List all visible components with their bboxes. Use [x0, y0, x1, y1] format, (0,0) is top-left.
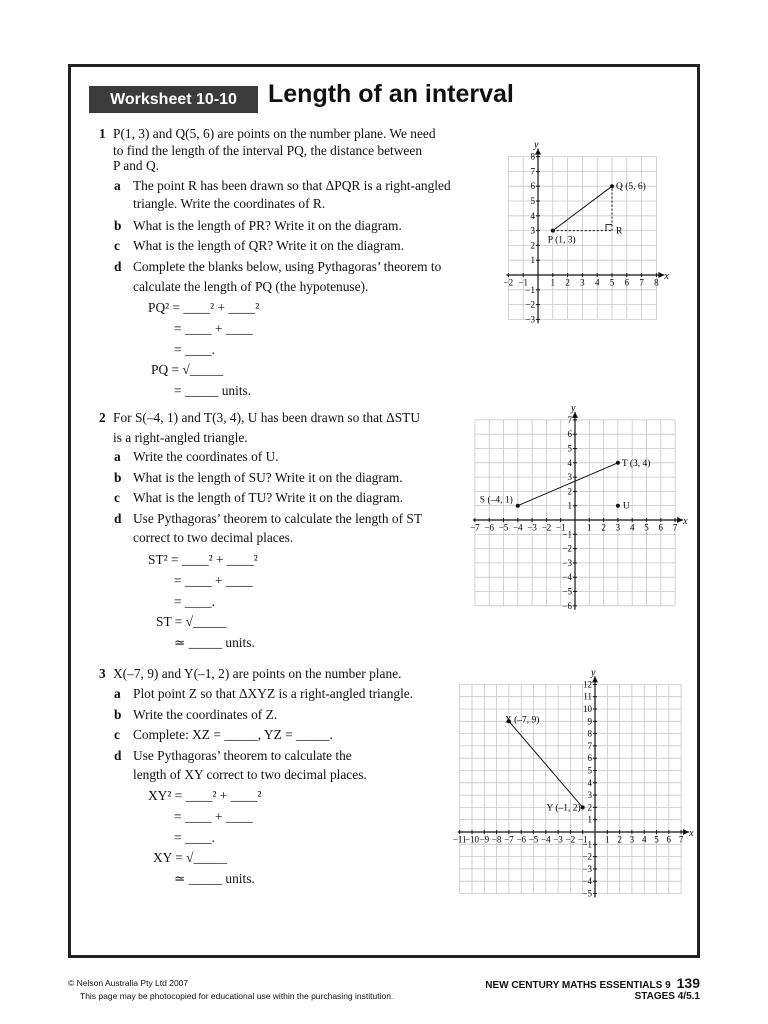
y-tick-label: 5	[587, 765, 592, 776]
y-tick-label: 4	[530, 210, 535, 221]
book-title: NEW CENTURY MATHS ESSENTIALS 9	[485, 980, 671, 991]
x-tick-label: 1	[605, 834, 610, 845]
working-line: = ____.	[174, 830, 216, 845]
part-letter: c	[114, 727, 120, 742]
part-text: What is the length of TU? Write it on the diagram.	[133, 490, 404, 505]
y-tick-label: −1	[562, 529, 572, 540]
x-tick-label: −3	[553, 834, 563, 845]
x-tick-label: 2	[601, 522, 606, 533]
y-tick-label: 9	[587, 716, 592, 727]
y-tick-label: −3	[582, 863, 592, 874]
x-tick-label: 8	[654, 277, 659, 288]
x-tick-label: −3	[527, 522, 537, 533]
page-number: 139	[676, 975, 700, 991]
x-tick-label: −2	[565, 834, 576, 845]
part-letter: d	[114, 748, 122, 763]
intro-line: to find the length of the interval PQ, the distance between	[113, 143, 423, 158]
y-axis-label: y	[534, 139, 539, 151]
x-tick-label: −8	[491, 834, 502, 845]
y-tick-label: −4	[582, 876, 592, 887]
y-tick-label: 8	[587, 728, 592, 739]
x-axis-label: x	[689, 828, 694, 839]
x-tick-label: 4	[641, 834, 647, 845]
y-tick-label: −6	[562, 600, 572, 611]
part-text: length of XY correct to two decimal places.	[133, 767, 367, 782]
point-marker	[516, 504, 520, 508]
y-tick-label: 5	[530, 196, 535, 206]
x-tick-label: 7	[678, 834, 684, 845]
point-label: R	[616, 226, 623, 237]
y-tick-label: −1	[582, 839, 592, 850]
part-text: Write the coordinates of U.	[133, 449, 279, 464]
number-plane-3	[450, 666, 694, 899]
working-line: = _____ units.	[174, 383, 252, 398]
y-tick-label: 6	[530, 181, 535, 192]
part-text: Use Pythagoras’ theorem to calculate the	[133, 748, 352, 763]
point-label: T (3, 4)	[621, 458, 651, 469]
x-tick-label: 6	[624, 277, 630, 288]
x-tick-label: −1	[577, 834, 588, 845]
x-tick-label: −1	[555, 522, 566, 533]
copyright: © Nelson Australia Pty Ltd 2007	[68, 978, 189, 988]
part-letter: d	[114, 511, 122, 526]
point-label: P (1, 3)	[547, 235, 576, 246]
part-text: Use Pythagoras’ theorem to calculate the length of ST	[133, 511, 423, 526]
working-line: XY² = ____² + ____²	[148, 788, 262, 803]
number-plane-2	[470, 402, 688, 611]
y-tick-label: −2	[582, 851, 592, 862]
y-tick-label: −3	[525, 314, 535, 325]
y-tick-label: 3	[530, 225, 535, 236]
interval-st	[518, 463, 618, 506]
right-angle-marker	[606, 225, 612, 231]
x-tick-label: 5	[644, 522, 649, 533]
x-tick-label: 6	[658, 522, 664, 533]
working-line: PQ² = ____² + ____²	[148, 300, 260, 315]
y-tick-label: 1	[530, 255, 535, 266]
y-tick-label: 1	[587, 814, 592, 825]
part-text: What is the length of SU? Write it on the diagram.	[133, 470, 403, 485]
part-letter: c	[114, 238, 120, 253]
x-tick-label: 3	[615, 522, 621, 533]
working-line: PQ = √_____	[151, 362, 224, 377]
y-tick-label: −2	[525, 299, 535, 310]
part-text: triangle. Write the coordinates of R.	[133, 196, 326, 211]
working-line: = ____.	[174, 342, 216, 357]
y-tick-label: 6	[567, 429, 572, 440]
point-marker	[616, 504, 620, 508]
intro-line: P(1, 3) and Q(5, 6) are points on the number plane. We need	[113, 126, 436, 141]
part-text: Complete the blanks below, using Pythagoras’ theorem to	[133, 259, 442, 274]
x-tick-label: −5	[528, 834, 539, 845]
y-tick-label: −1	[525, 284, 535, 295]
y-tick-label: 7	[567, 414, 572, 425]
x-tick-label: −1	[518, 277, 528, 288]
intro-line: is a right-angled triangle.	[113, 430, 248, 445]
y-tick-label: −4	[562, 572, 572, 583]
intro-line: For S(–4, 1) and T(3, 4), U has been drawn so that ΔSTU	[113, 410, 421, 425]
y-tick-label: 3	[587, 790, 592, 801]
x-tick-label: −6	[516, 834, 526, 845]
y-tick-label: 12	[583, 679, 592, 690]
intro-line: P and Q.	[113, 158, 159, 173]
part-text: Write the coordinates of Z.	[133, 707, 278, 722]
x-tick-label: 4	[594, 277, 600, 288]
permission-note: This page may be photocopied for educational use within the purchasing institution.	[80, 991, 394, 1001]
question-number: 1	[99, 126, 106, 141]
y-axis-label: y	[571, 402, 576, 414]
x-tick-label: 7	[672, 522, 678, 533]
part-letter: b	[114, 470, 122, 485]
part-text: The point R has been drawn so that ΔPQR is a right-angled	[133, 178, 451, 193]
x-tick-label: 2	[617, 834, 622, 845]
y-tick-label: 11	[583, 691, 592, 702]
y-tick-label: 10	[583, 704, 592, 714]
x-tick-label: −5	[498, 522, 509, 533]
x-tick-label: 5	[609, 277, 615, 288]
worksheet-tag: Worksheet 10-10	[89, 86, 258, 113]
y-tick-label: −2	[562, 543, 572, 554]
working-line: ST = √_____	[156, 614, 227, 629]
working-line: = ____.	[174, 594, 216, 609]
x-tick-label: −6	[484, 522, 494, 533]
x-axis-label: x	[683, 516, 688, 527]
x-tick-label: −2	[503, 277, 514, 288]
part-letter: a	[114, 686, 121, 701]
part-text: correct to two decimal places.	[133, 530, 294, 545]
part-letter: d	[114, 259, 122, 274]
part-text: Complete: XZ = _____, YZ = _____.	[133, 727, 333, 742]
point-label: Q (5, 6)	[616, 182, 646, 193]
y-tick-label: 3	[567, 472, 572, 483]
x-axis-label: x	[664, 271, 669, 282]
x-tick-label: −2	[541, 522, 552, 533]
y-tick-label: 2	[587, 802, 592, 813]
part-letter: c	[114, 490, 120, 505]
y-tick-label: 7	[530, 166, 535, 177]
part-letter: b	[114, 707, 122, 722]
part-text: What is the length of PR? Write it on the diagram.	[133, 218, 402, 233]
point-label: S (–4, 1)	[479, 495, 513, 506]
number-plane-1	[496, 130, 688, 325]
y-axis-label: y	[591, 667, 596, 679]
x-tick-label: 3	[629, 834, 635, 845]
x-tick-label: −4	[541, 834, 551, 845]
working-line: XY = √_____	[153, 850, 227, 865]
page-title: Length of an interval	[268, 80, 514, 108]
y-tick-label: 8	[530, 151, 535, 162]
y-tick-label: −5	[582, 888, 592, 899]
x-tick-label: 7	[639, 277, 644, 288]
part-text: What is the length of QR? Write it on the diagram.	[133, 238, 405, 253]
working-line: = ____ + ____	[174, 573, 253, 588]
y-tick-label: −5	[562, 586, 572, 597]
y-tick-label: 2	[530, 240, 535, 251]
point-marker	[581, 805, 585, 809]
working-line: ≃ _____ units.	[174, 871, 255, 886]
point-marker	[610, 184, 614, 188]
working-line: ≃ _____ units.	[174, 635, 255, 650]
x-tick-label: −11	[452, 834, 467, 845]
question-number: 2	[99, 410, 106, 425]
x-tick-label: 3	[580, 277, 585, 288]
y-tick-label: 4	[567, 457, 572, 468]
y-tick-label: 7	[587, 740, 592, 751]
y-tick-label: 5	[567, 443, 572, 454]
x-tick-label: 1	[550, 277, 556, 288]
intro-line: X(–7, 9) and Y(–1, 2) are points on the number plane.	[113, 666, 402, 681]
x-tick-label: 5	[654, 834, 659, 845]
part-letter: a	[114, 178, 121, 193]
y-tick-label: 1	[567, 500, 572, 511]
x-tick-label: 2	[565, 277, 570, 288]
part-text: Plot point Z so that ΔXYZ is a right-angled triangle.	[133, 686, 414, 701]
question-number: 3	[99, 666, 106, 681]
x-tick-label: −4	[513, 522, 523, 533]
x-tick-label: −9	[479, 834, 490, 845]
x-tick-label: −7	[504, 834, 514, 845]
x-tick-label: −10	[464, 834, 480, 845]
book-title-line	[485, 975, 700, 991]
point-label: U	[622, 501, 630, 512]
part-text: calculate the length of PQ (the hypotenuse).	[133, 279, 369, 294]
y-tick-label: 2	[567, 486, 572, 497]
working-line: = ____ + ____	[174, 321, 253, 336]
point-label: X (–7, 9)	[504, 715, 540, 726]
y-tick-label: 6	[587, 753, 592, 764]
x-tick-label: 4	[629, 522, 635, 533]
y-tick-label: 4	[587, 777, 592, 788]
part-letter: b	[114, 218, 122, 233]
x-tick-label: 6	[666, 834, 672, 845]
point-marker	[551, 229, 555, 233]
part-letter: a	[114, 449, 121, 464]
x-tick-label: 1	[587, 522, 592, 533]
stages: STAGES 4/5.1	[634, 991, 700, 1002]
y-tick-label: −3	[562, 557, 572, 568]
point-marker	[616, 461, 620, 465]
x-tick-label: −7	[470, 522, 480, 533]
working-line: = ____ + ____	[174, 809, 253, 824]
working-line: ST² = ____² + ____²	[148, 552, 258, 567]
point-label: Y (–1, 2)	[546, 803, 581, 814]
